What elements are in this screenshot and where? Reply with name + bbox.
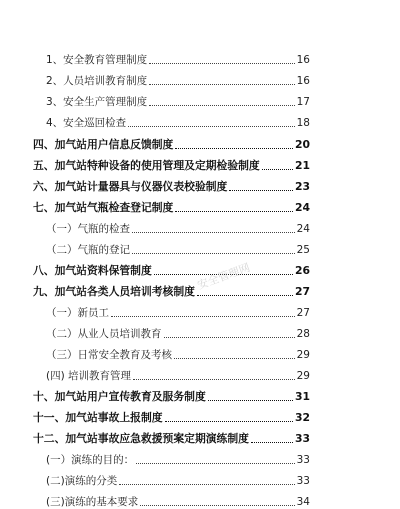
toc-entry-label: 七、加气站气瓶检查登记制度	[33, 201, 174, 214]
toc-entry	[46, 472, 310, 488]
dot-leader	[262, 169, 293, 170]
toc-entry	[46, 114, 310, 130]
toc-entry-label: （二）气瓶的登记	[46, 244, 130, 256]
dot-leader	[128, 126, 294, 127]
dot-leader	[164, 337, 295, 338]
toc-entry-page: 24	[294, 201, 310, 214]
dot-leader	[229, 190, 293, 191]
toc-entry-label: 八、加气站资料保管制度	[33, 264, 152, 277]
toc-entry-page: 27	[296, 307, 310, 319]
toc-entry-page: 29	[296, 370, 310, 382]
toc-entry-page: 33	[296, 454, 310, 466]
toc-entry-page: 17	[296, 96, 310, 108]
toc-entry	[33, 283, 310, 299]
toc-entry-label: (二)演练的分类	[46, 475, 118, 487]
dot-leader	[136, 463, 295, 464]
toc-entry-label: 十一、加气站事故上报制度	[33, 411, 163, 424]
dot-leader	[149, 63, 294, 64]
toc-entry-label: （二）从业人员培训教育	[46, 328, 162, 340]
toc-entry-label: 十、加气站用户宣传教育及服务制度	[33, 390, 206, 403]
toc-entry-label: （一）新员工	[46, 307, 109, 319]
dot-leader	[251, 442, 293, 443]
dot-leader	[119, 484, 294, 485]
dot-leader	[140, 505, 294, 506]
toc-entry-label: 五、加气站特种设备的使用管理及定期检验制度	[33, 159, 260, 172]
toc-entry	[46, 346, 310, 362]
toc-entry-page: 33	[294, 432, 310, 445]
dot-leader	[111, 316, 295, 317]
dot-leader	[197, 295, 293, 296]
dot-leader	[175, 148, 293, 149]
dot-leader	[165, 421, 293, 422]
toc-entry-page: 24	[296, 223, 310, 235]
toc-entry	[46, 220, 310, 236]
toc-entry	[33, 199, 310, 215]
toc-entry-page: 26	[294, 264, 310, 277]
toc-entry-page: 25	[296, 244, 310, 256]
toc-entry-label: (一）演练的目的：	[46, 454, 135, 466]
toc-entry-label: 九、加气站各类人员培训考核制度	[33, 285, 195, 298]
toc-entry-label: 4、安全巡回检查	[46, 117, 127, 129]
toc-entry	[33, 157, 310, 173]
toc-entry	[46, 241, 310, 257]
watermark-text: 安全管理网	[195, 260, 252, 292]
toc-entry-page: 20	[294, 138, 310, 151]
toc-entry	[46, 93, 310, 109]
toc-entry-label: 3、安全生产管理制度	[46, 96, 148, 108]
toc-entry-page: 31	[294, 390, 310, 403]
toc-entry-label: (四) 培训教育管理	[46, 370, 132, 382]
dot-leader	[149, 84, 294, 85]
toc-entry	[46, 325, 310, 341]
toc-entry-label: 十二、加气站事故应急救援预案定期演练制度	[33, 432, 249, 445]
toc-entry	[33, 430, 310, 446]
toc-entry-page: 29	[296, 349, 310, 361]
dot-leader	[174, 358, 295, 359]
toc-entry	[33, 178, 310, 194]
dot-leader	[208, 400, 293, 401]
dot-leader	[175, 211, 293, 212]
dot-leader	[133, 379, 295, 380]
toc-entry	[33, 388, 310, 404]
toc-entry-label: 1、安全教育管理制度	[46, 54, 148, 66]
toc-entry-label: 四、加气站用户信息反馈制度	[33, 138, 174, 151]
toc-entry-label: 2、人员培训教育制度	[46, 75, 148, 87]
toc-entry	[33, 409, 310, 425]
toc-entry-label: （一）气瓶的检查	[46, 223, 130, 235]
toc-entry-page: 23	[294, 180, 310, 193]
toc-entry-page: 32	[294, 411, 310, 424]
toc-entry-page: 18	[296, 117, 310, 129]
dot-leader	[132, 232, 295, 233]
dot-leader	[149, 105, 294, 106]
toc-entry	[46, 451, 310, 467]
toc-entry	[46, 51, 310, 67]
toc-entry-page: 27	[294, 285, 310, 298]
toc-entry	[46, 304, 310, 320]
toc-entry-page: 16	[296, 54, 310, 66]
toc-entry-page: 33	[296, 475, 310, 487]
toc-entry	[46, 367, 310, 383]
toc-entry	[46, 493, 310, 509]
toc-entry-page: 16	[296, 75, 310, 87]
dot-leader	[132, 253, 295, 254]
toc-entry-label: （三）日常安全教育及考核	[46, 349, 172, 361]
toc-entry-label: 六、加气站计量器具与仪器仪表校验制度	[33, 180, 228, 193]
toc-entry-label: (三)演练的基本要求	[46, 496, 139, 508]
toc-entry-page: 21	[294, 159, 310, 172]
toc-entry-page: 34	[296, 496, 310, 508]
toc-entry-page: 28	[296, 328, 310, 340]
toc-entry	[33, 262, 310, 278]
toc-entry	[46, 72, 310, 88]
toc-entry	[33, 136, 310, 152]
